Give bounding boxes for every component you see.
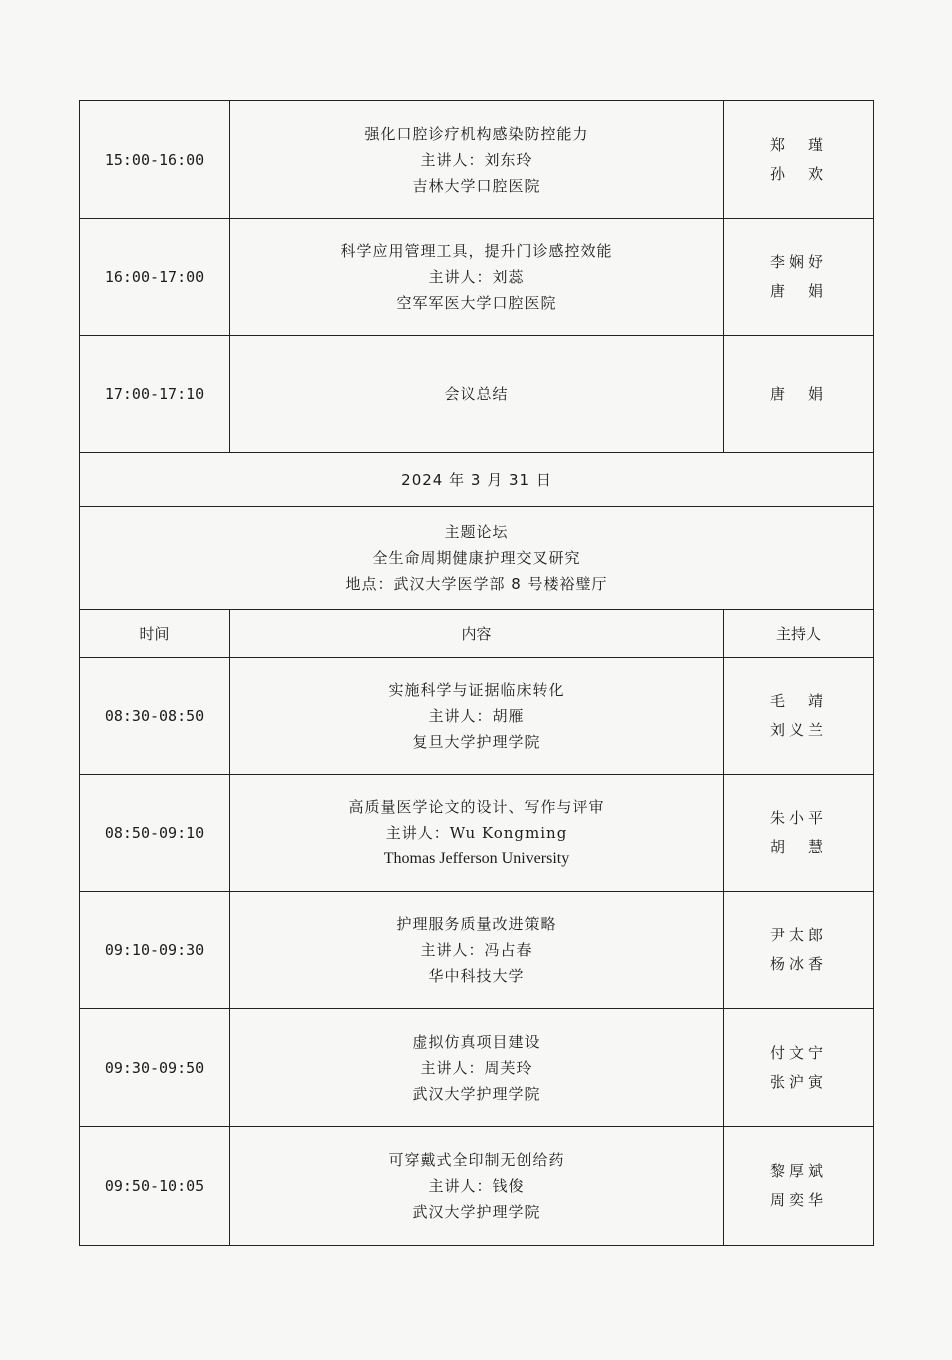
host-name: 孙 欢	[769, 164, 827, 183]
session-speaker: 主讲人：胡雁	[428, 707, 525, 725]
session-speaker: 主讲人：Wu Kongming	[385, 824, 568, 842]
session-content	[230, 1009, 724, 1127]
column-header-host: 主持人	[724, 610, 874, 658]
session-time: 08:50-09:10	[80, 775, 230, 892]
session-row	[80, 775, 874, 892]
session-content	[230, 892, 724, 1009]
session-hosts	[724, 775, 874, 892]
host-name: 唐 娟	[769, 384, 827, 403]
session-title: 会议总结	[444, 385, 509, 403]
session-time: 17:00-17:10	[80, 336, 230, 453]
schedule-table	[79, 100, 874, 1246]
session-row	[80, 658, 874, 775]
session-affiliation: 吉林大学口腔医院	[412, 176, 541, 195]
host-name: 李娴妤	[769, 253, 827, 271]
host-name: 张沪寅	[769, 1072, 827, 1091]
host-name: 周奕华	[769, 1191, 827, 1209]
session-row	[80, 892, 874, 1009]
session-speaker: 主讲人：周芙玲	[420, 1058, 533, 1077]
forum-location: 地点：武汉大学医学部 8 号楼裕璧厅	[345, 575, 608, 593]
session-affiliation: 华中科技大学	[428, 967, 525, 985]
session-speaker: 主讲人：钱俊	[428, 1177, 525, 1195]
session-hosts	[724, 336, 874, 453]
host-name: 毛 靖	[769, 692, 827, 710]
column-header-time: 时间	[80, 610, 230, 658]
session-affiliation: 武汉大学护理学院	[412, 1203, 541, 1221]
date-row	[80, 453, 874, 507]
session-title: 可穿戴式全印制无创给药	[388, 1151, 565, 1169]
session-affiliation: Thomas Jefferson University	[383, 850, 570, 867]
host-name: 付文宁	[769, 1043, 827, 1062]
session-speaker: 主讲人：冯占春	[420, 941, 533, 959]
session-speaker: 主讲人：刘东玲	[420, 150, 533, 169]
session-title: 虚拟仿真项目建设	[412, 1032, 541, 1051]
session-row	[80, 1009, 874, 1127]
session-title: 实施科学与证据临床转化	[388, 681, 565, 699]
session-affiliation: 武汉大学护理学院	[412, 1084, 541, 1103]
session-row	[80, 219, 874, 336]
session-hosts	[724, 1009, 874, 1127]
date-heading: 2024 年 3 月 31 日	[80, 453, 874, 507]
session-content	[230, 658, 724, 775]
session-row	[80, 1127, 874, 1246]
forum-theme: 全生命周期健康护理交叉研究	[372, 549, 581, 567]
host-name: 朱小平	[769, 809, 827, 827]
session-content	[230, 1127, 724, 1246]
forum-block	[80, 507, 874, 610]
session-content	[230, 101, 724, 219]
session-content	[230, 336, 724, 453]
column-header-content: 内容	[230, 610, 724, 658]
session-content	[230, 219, 724, 336]
session-time: 09:10-09:30	[80, 892, 230, 1009]
session-affiliation: 复旦大学护理学院	[412, 733, 541, 751]
session-time: 15:00-16:00	[80, 101, 230, 219]
session-hosts	[724, 1127, 874, 1246]
session-hosts	[724, 101, 874, 219]
session-row	[80, 101, 874, 219]
session-title: 强化口腔诊疗机构感染防控能力	[364, 124, 589, 143]
table-header-row	[80, 610, 874, 658]
session-hosts	[724, 892, 874, 1009]
session-content	[230, 775, 724, 892]
session-affiliation: 空军军医大学口腔医院	[396, 294, 557, 312]
session-title: 护理服务质量改进策略	[396, 915, 557, 933]
session-speaker: 主讲人：刘蕊	[428, 268, 525, 286]
session-time: 09:50-10:05	[80, 1127, 230, 1246]
host-name: 郑 瑾	[769, 135, 827, 154]
host-name: 唐 娟	[769, 282, 827, 300]
session-row	[80, 336, 874, 453]
session-time: 08:30-08:50	[80, 658, 230, 775]
session-title: 高质量医学论文的设计、写作与评审	[348, 798, 605, 816]
host-name: 黎厚斌	[769, 1162, 827, 1180]
forum-row	[80, 507, 874, 610]
host-name: 尹太郎	[769, 926, 827, 944]
session-title: 科学应用管理工具，提升门诊感控效能	[340, 242, 613, 260]
host-name: 刘义兰	[769, 721, 827, 739]
session-hosts	[724, 219, 874, 336]
host-name: 胡 慧	[769, 838, 827, 856]
host-name: 杨冰香	[769, 955, 827, 973]
session-time: 16:00-17:00	[80, 219, 230, 336]
session-hosts	[724, 658, 874, 775]
forum-label: 主题论坛	[444, 523, 509, 541]
session-time: 09:30-09:50	[80, 1009, 230, 1127]
